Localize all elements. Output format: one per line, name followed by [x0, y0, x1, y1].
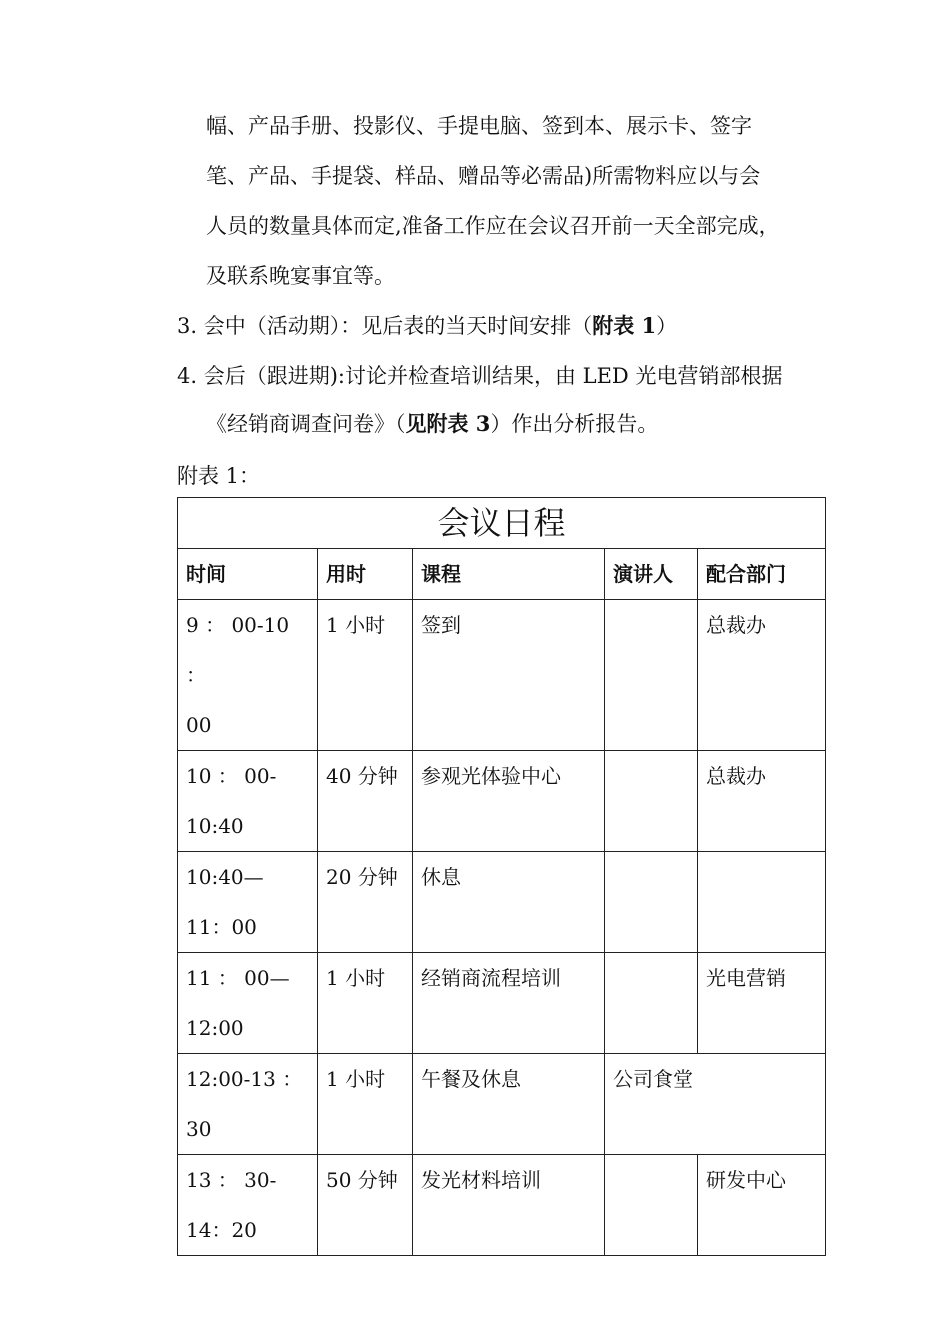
table-row [178, 953, 826, 1054]
paragraph-line: 及联系晚宴事宜等。 [206, 264, 395, 288]
duration-cell: 40 分钟 [318, 751, 413, 852]
time-end: 00 [186, 713, 212, 737]
list-item-text: ）作出分析报告。 [490, 412, 659, 436]
paragraph-line: 笔、产品、手提袋、样品、赠品等必需品)所需物料应以与会 [206, 164, 761, 188]
course-cell: 休息 [413, 852, 605, 953]
speaker-cell [605, 852, 698, 953]
paragraph-line: 幅、产品手册、投影仪、手提电脑、签到本、展示卡、签字 [206, 114, 752, 138]
time-end: 12:00 [186, 1016, 244, 1040]
list-item-3 [177, 311, 677, 341]
appendix-ref: 见附表 3 [405, 411, 491, 436]
time-start: 9 ： 00-10 ： [186, 613, 290, 687]
speaker-cell [605, 1155, 698, 1256]
schedule-table [177, 497, 826, 1256]
speaker-cell [605, 953, 698, 1054]
header-speaker: 演讲人 [605, 549, 698, 600]
time-start: 12:00-13 ： [186, 1067, 303, 1091]
time-start: 13 ： 30- [186, 1168, 277, 1192]
table-row [178, 600, 826, 751]
course-cell: 签到 [413, 600, 605, 751]
duration-cell: 1 小时 [318, 953, 413, 1054]
department-cell [698, 852, 826, 953]
department-cell: 光电营销 [698, 953, 826, 1054]
paragraph-line: 人员的数量具体而定,准备工作应在会议召开前一天全部完成， [206, 214, 780, 238]
time-cell [178, 1054, 318, 1155]
list-item-4-continued [206, 409, 658, 439]
table-row [178, 1155, 826, 1256]
time-end: 10:40 [186, 814, 244, 838]
time-cell [178, 953, 318, 1054]
list-item-text: 3. 会中（活动期）：见后表的当天时间安排（ [177, 314, 593, 338]
time-start: 11 ： 00— [186, 966, 290, 990]
course-cell: 经销商流程培训 [413, 953, 605, 1054]
table-row [178, 852, 826, 953]
header-department: 配合部门 [698, 549, 826, 600]
time-end: 11：00 [186, 915, 257, 939]
table-title: 会议日程 [178, 498, 826, 549]
time-cell [178, 751, 318, 852]
time-cell [178, 600, 318, 751]
duration-cell: 1 小时 [318, 600, 413, 751]
list-item-text: ） [656, 314, 678, 338]
time-end: 30 [186, 1117, 212, 1141]
speaker-merged-cell: 公司食堂 [605, 1054, 826, 1155]
department-cell: 总裁办 [698, 600, 826, 751]
header-course: 课程 [413, 549, 605, 600]
time-start: 10 ： 00- [186, 764, 277, 788]
time-cell [178, 852, 318, 953]
list-item-4: 4. 会后（跟进期):讨论并检查培训结果，由 LED 光电营销部根据 [177, 364, 783, 388]
department-cell: 研发中心 [698, 1155, 826, 1256]
table-row [178, 1054, 826, 1155]
header-duration: 用时 [318, 549, 413, 600]
appendix-label: 附表 1： [177, 464, 261, 488]
time-cell [178, 1155, 318, 1256]
course-cell: 午餐及休息 [413, 1054, 605, 1155]
duration-cell: 20 分钟 [318, 852, 413, 953]
course-cell: 发光材料培训 [413, 1155, 605, 1256]
header-time: 时间 [178, 549, 318, 600]
duration-cell: 1 小时 [318, 1054, 413, 1155]
time-end: 14：20 [186, 1218, 257, 1242]
table-row [178, 751, 826, 852]
duration-cell: 50 分钟 [318, 1155, 413, 1256]
course-cell: 参观光体验中心 [413, 751, 605, 852]
department-cell: 总裁办 [698, 751, 826, 852]
appendix-ref: 附表 1 [592, 313, 657, 338]
time-start: 10:40— [186, 865, 264, 889]
speaker-cell [605, 751, 698, 852]
speaker-cell [605, 600, 698, 751]
list-item-text: 《经销商调查问卷》（ [206, 412, 406, 436]
